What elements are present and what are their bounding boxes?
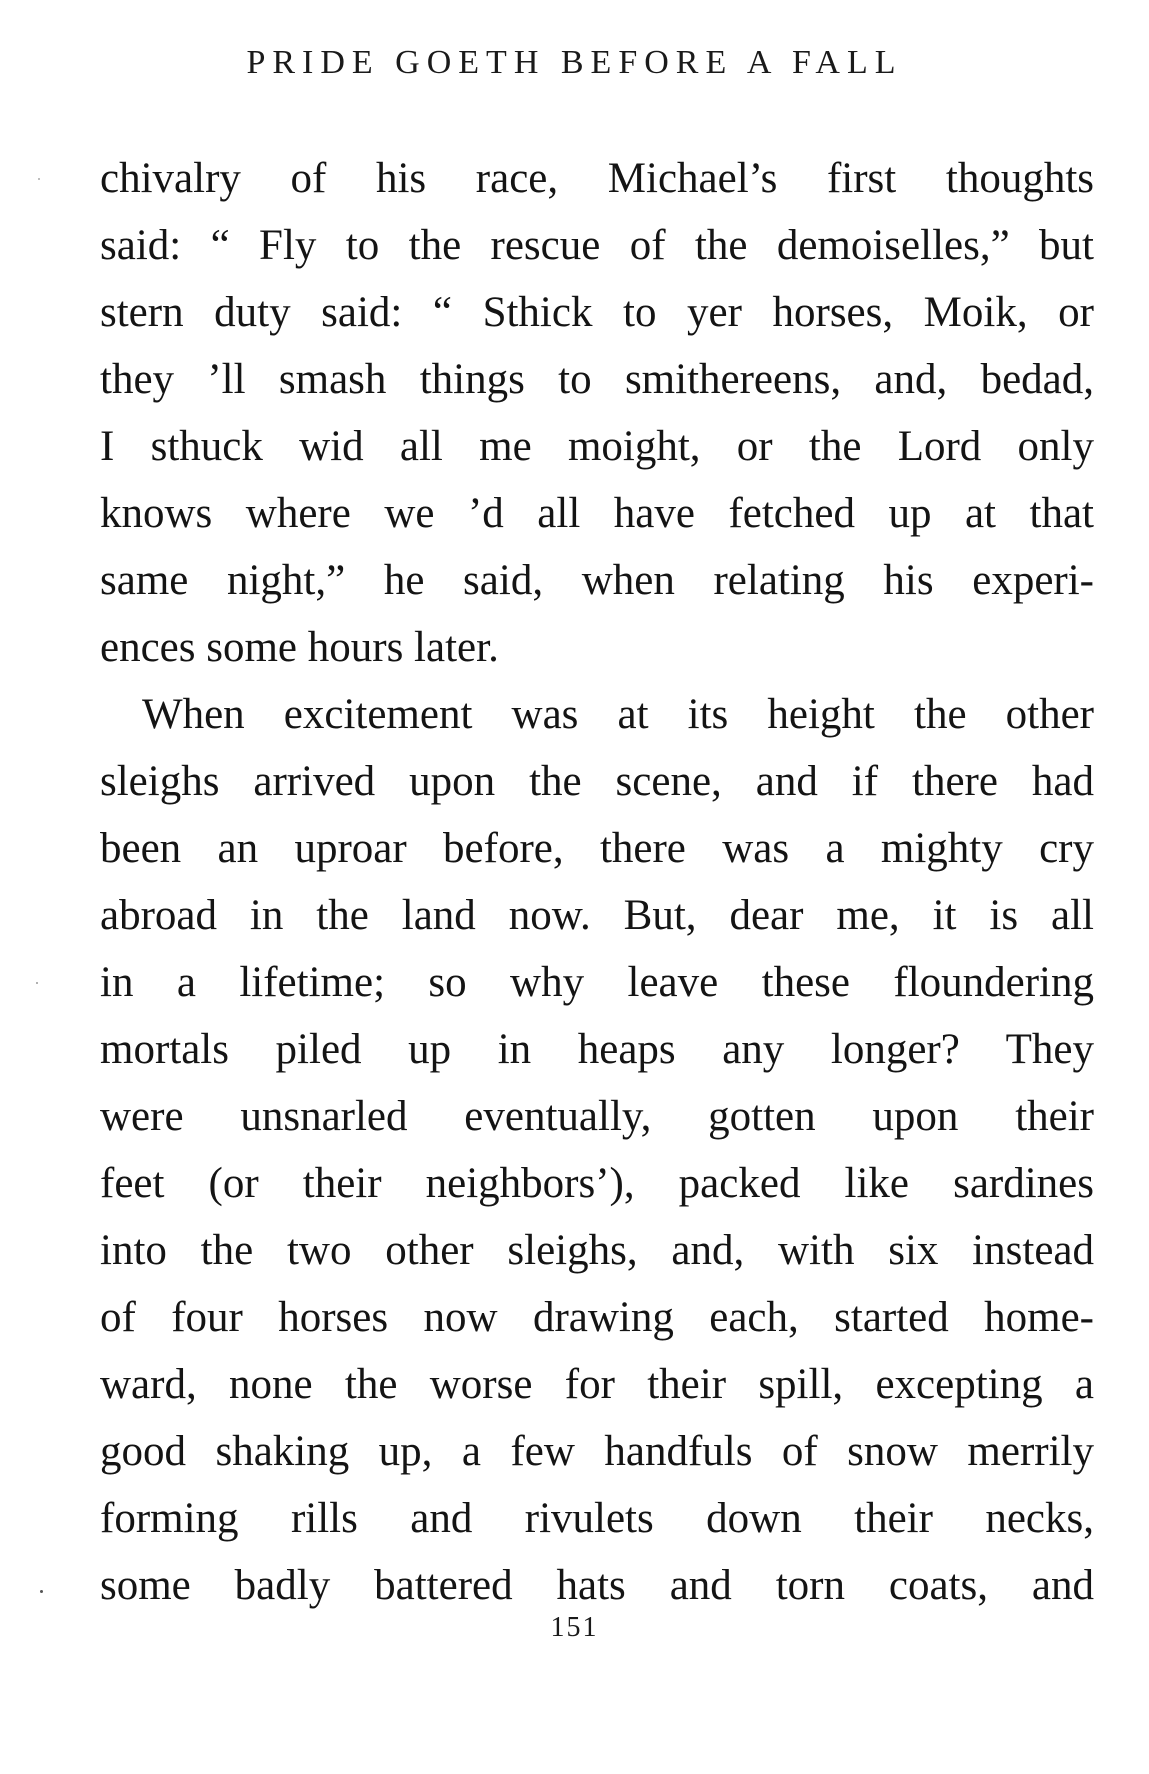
text-line: When excitement was at its height the other xyxy=(142,691,1094,738)
paragraph-1 xyxy=(100,145,1094,681)
text-line: into the two other sleighs, and, with six instead xyxy=(100,1227,1094,1274)
text-line: forming rills and rivulets down their necks, xyxy=(100,1495,1094,1542)
text-line: sleighs arrived upon the scene, and if there had xyxy=(100,758,1094,805)
text-line: they ’ll smash things to smithereens, and, bedad, xyxy=(100,356,1094,403)
text-line: in a lifetime; so why leave these floundering xyxy=(100,959,1094,1006)
text-line: abroad in the land now. But, dear me, it is all xyxy=(100,892,1094,939)
text-line: ward, none the worse for their spill, excepting a xyxy=(100,1361,1094,1408)
text-line: some badly battered hats and torn coats, and xyxy=(100,1562,1094,1609)
text-line: stern duty said: “ Sthick to yer horses, Moik, or xyxy=(100,289,1094,336)
text-line: been an uproar before, there was a mighty cry xyxy=(100,825,1094,872)
body-text xyxy=(100,145,1094,1619)
text-line: were unsnarled eventually, gotten upon their xyxy=(100,1093,1094,1140)
text-line: I sthuck wid all me moight, or the Lord only xyxy=(100,423,1094,470)
text-line: chivalry of his race, Michael’s first thoughts xyxy=(100,155,1094,202)
text-line: said: “ Fly to the rescue of the demoiselles,” but xyxy=(100,222,1094,269)
text-line: knows where we ’d all have fetched up at that xyxy=(100,490,1094,537)
text-line: good shaking up, a few handfuls of snow merrily xyxy=(100,1428,1094,1475)
text-line: same night,” he said, when relating his experi- xyxy=(100,557,1094,604)
page-number: 151 xyxy=(550,1612,599,1643)
paper-speck xyxy=(36,982,38,984)
text-line: of four horses now drawing each, started home- xyxy=(100,1294,1094,1341)
running-head: PRIDE GOETH BEFORE A FALL xyxy=(246,44,903,81)
paragraph-2 xyxy=(100,681,1094,1619)
text-line: mortals piled up in heaps any longer? They xyxy=(100,1026,1094,1073)
text-line: ences some hours later. xyxy=(100,624,499,671)
paper-speck xyxy=(40,1590,43,1593)
paper-speck xyxy=(38,178,40,180)
text-line: feet (or their neighbors’), packed like sardines xyxy=(100,1160,1094,1207)
